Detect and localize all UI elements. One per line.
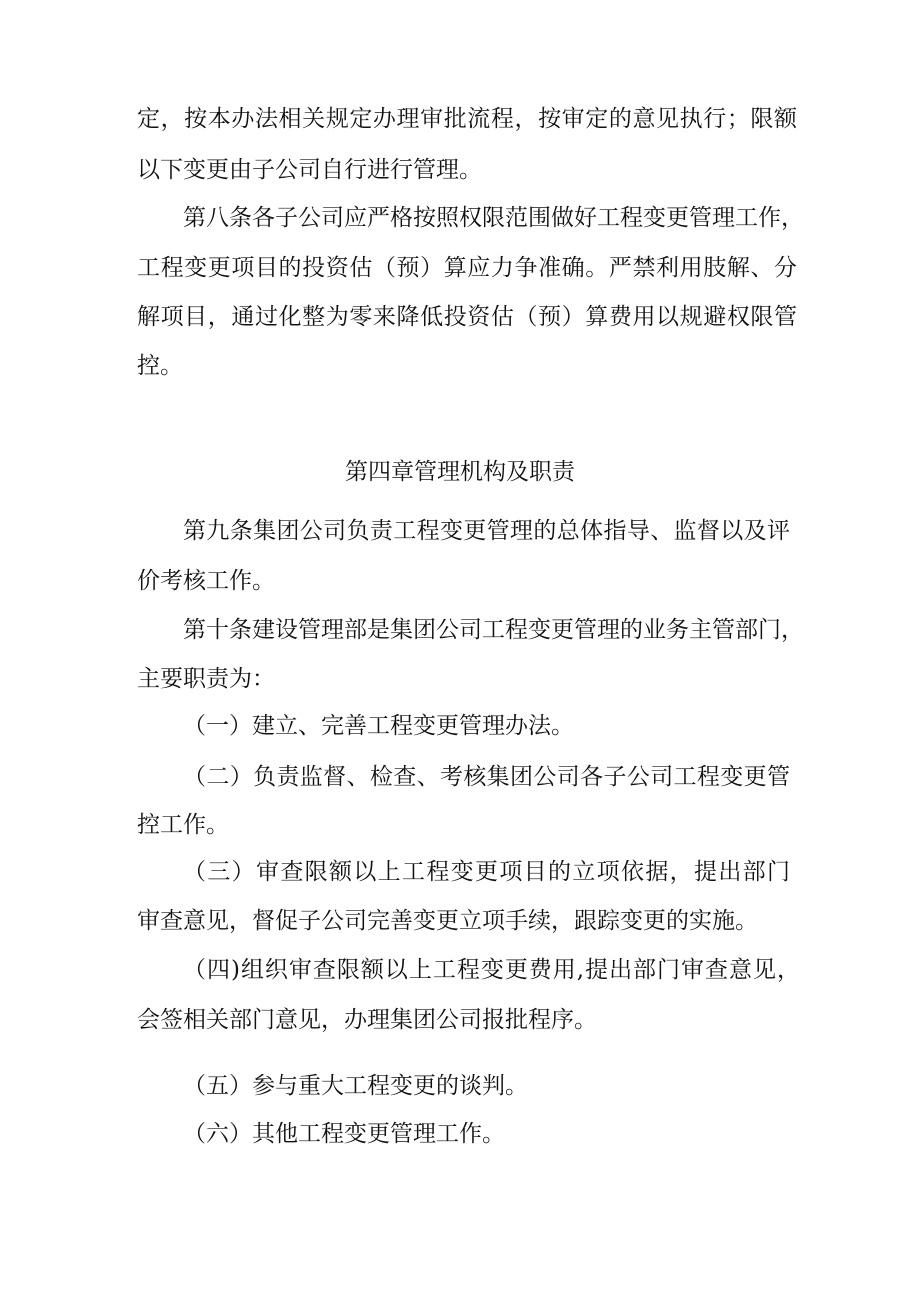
paragraph-line: （二）负责监督、检查、考核集团公司各子公司工程变更管 xyxy=(183,764,790,790)
paragraph-line: 第八条各子公司应严格按照权限范围做好工程变更管理工作， xyxy=(183,205,804,231)
paragraph-line: 会签相关部门意见，办理集团公司报批程序。 xyxy=(137,1007,597,1033)
paragraph-line: 定，按本办法相关规定办理审批流程，按审定的意见执行；限额 xyxy=(137,106,797,132)
paragraph-line: 第十条建设管理部是集团公司工程变更管理的业务主管部门， xyxy=(183,617,804,643)
paragraph-line: 主要职责为： xyxy=(137,666,275,692)
paragraph-line: （三）审查限额以上工程变更项目的立项依据，提出部门 xyxy=(183,859,790,885)
paragraph-line: 第九条集团公司负责工程变更管理的总体指导、监督以及评 xyxy=(183,518,790,544)
paragraph-line: 控。 xyxy=(137,353,183,379)
chapter-heading: 第四章管理机构及职责 xyxy=(345,459,575,485)
paragraph-line: 工程变更项目的投资估（预）算应力争准确。严禁利用肢解、分 xyxy=(137,255,797,281)
paragraph-line: （一）建立、完善工程变更管理办法。 xyxy=(183,713,574,739)
paragraph-line: 控工作。 xyxy=(137,812,229,838)
paragraph-line: 以下变更由子公司自行进行管理。 xyxy=(137,157,482,183)
paragraph-line: （六）其他工程变更管理工作。 xyxy=(183,1121,505,1147)
paragraph-line: （五）参与重大工程变更的谈判。 xyxy=(183,1073,528,1099)
paragraph-line: 审查意见，督促子公司完善变更立项手续，跟踪变更的实施。 xyxy=(137,908,758,934)
paragraph-line: 价考核工作。 xyxy=(137,568,275,594)
paragraph-line: （四)组织审查限额以上工程变更费用,提出部门审查意见， xyxy=(183,957,800,983)
paragraph-line: 解项目，通过化整为零来降低投资估（预）算费用以规避权限管 xyxy=(137,304,797,330)
